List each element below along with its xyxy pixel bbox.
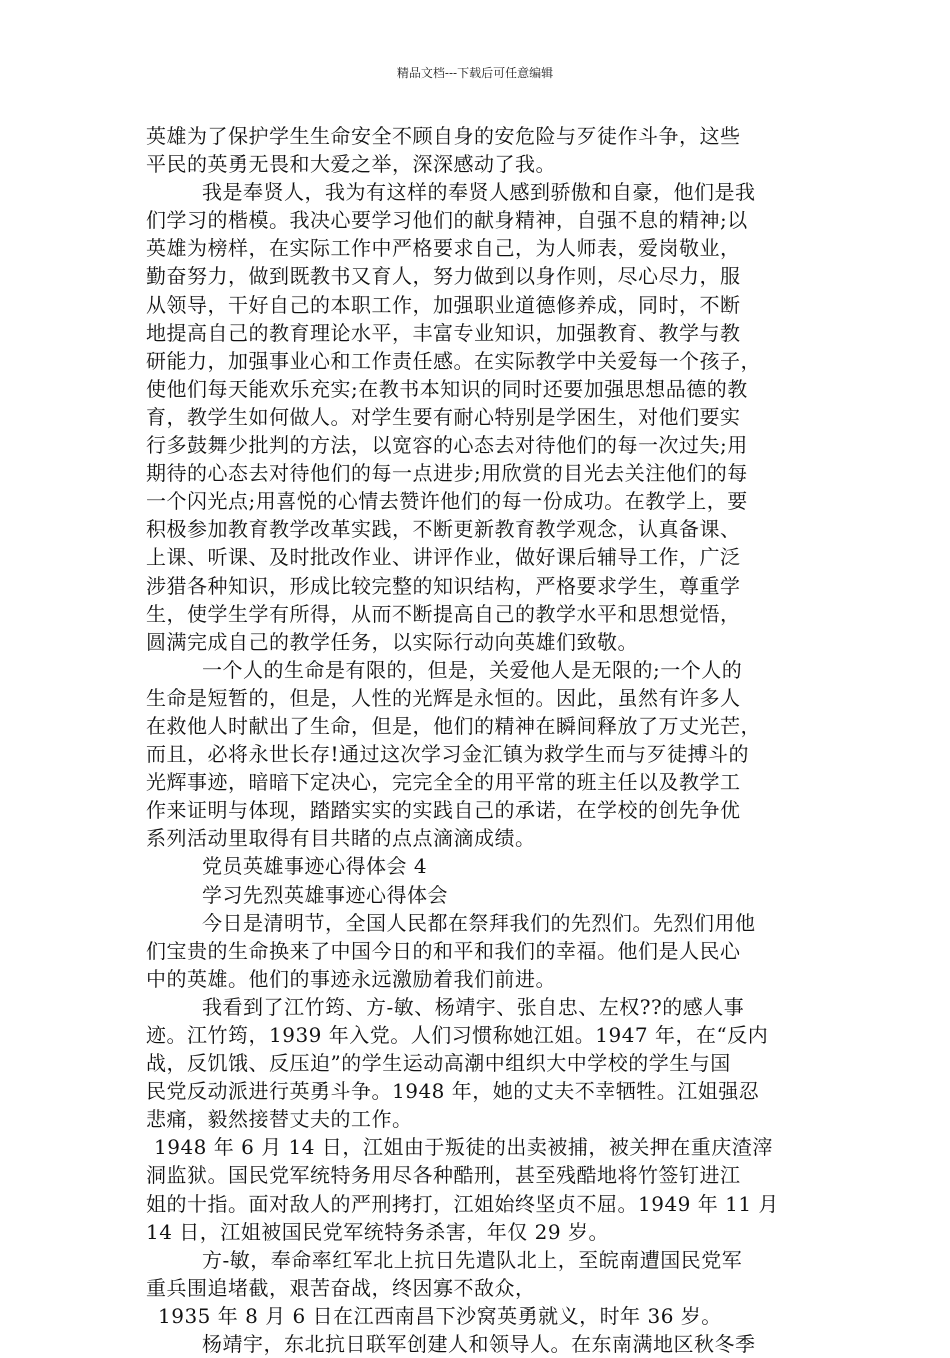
text-line: 勤奋努力，做到既教书又育人，努力做到以身作则，尽心尽力，服 bbox=[146, 264, 741, 289]
text-line: 平民的英勇无畏和大爱之举，深深感动了我。 bbox=[146, 152, 556, 177]
text-line: 上课、听课、及时批改作业、讲评作业，做好课后辅导工作，广泛 bbox=[146, 545, 741, 570]
text-line: 研能力，加强事业心和工作责任感。在实际教学中关爱每一个孩子， bbox=[146, 348, 761, 373]
text-line: 姐的十指。面对敌人的严刑拷打，江姐始终坚贞不屈。1949 年 11 月 bbox=[146, 1191, 779, 1216]
text-line: 英雄为了保护学生生命安全不顾自身的安危险与歹徒作斗争，这些 bbox=[146, 124, 741, 148]
text-line: 迹。江竹筠，1939 年入党。人们习惯称她江姐。1947 年，在“反内 bbox=[146, 1023, 769, 1047]
text-line: 重兵围追堵截，艰苦奋战，终因寡不敌众， bbox=[146, 1275, 536, 1300]
text-line: 党员英雄事迹心得体会 4 bbox=[202, 854, 428, 879]
text-line: 而且，必将永世长存!通过这次学习金汇镇为救学生而与歹徒搏斗的 bbox=[146, 742, 750, 767]
text-line: 学习先烈英雄事迹心得体会 bbox=[202, 882, 448, 907]
text-line: 洞监狱。国民党军统特务用尽各种酷刑，甚至残酷地将竹签钉进江 bbox=[146, 1163, 741, 1188]
text-line: 中的英雄。他们的事迹永远激励着我们前进。 bbox=[146, 966, 556, 991]
text-line: 我是奉贤人，我为有这样的奉贤人感到骄傲和自豪，他们是我 bbox=[202, 180, 756, 205]
text-line: 杨靖宇，东北抗日联军创建人和领导人。在东南满地区秋冬季 bbox=[202, 1332, 756, 1357]
text-line: 积极参加教育教学改革实践，不断更新教育教学观念，认真备课、 bbox=[146, 517, 741, 542]
text-line: 圆满完成自己的教学任务，以实际行动向英雄们致敬。 bbox=[146, 629, 638, 654]
text-line: 地提高自己的教育理论水平，丰富专业知识，加强教育、教学与教 bbox=[146, 320, 741, 345]
text-line: 系列活动里取得有目共睹的点点滴滴成绩。 bbox=[146, 826, 536, 851]
text-line: 1948 年 6 月 14 日，江姐由于叛徒的出卖被捕，被关押在重庆渣滓 bbox=[154, 1135, 773, 1160]
text-line: 行多鼓舞少批判的方法，以宽容的心态去对待他们的每一次过失;用 bbox=[146, 433, 748, 458]
text-line: 民党反动派进行英勇斗争。1948 年，她的丈夫不幸牺牲。江姐强忍 bbox=[146, 1079, 760, 1104]
text-line: 作来证明与体现，踏踏实实的实践自己的承诺，在学校的创先争优 bbox=[146, 798, 741, 823]
text-line: 一个人的生命是有限的，但是，关爱他人是无限的;一个人的 bbox=[202, 657, 743, 682]
text-line: 今日是清明节，全国人民都在祭拜我们的先烈们。先烈们用他 bbox=[202, 910, 756, 935]
text-line: 育，教学生如何做人。对学生要有耐心特别是学困生，对他们要实 bbox=[146, 404, 741, 429]
document-body bbox=[146, 122, 818, 1358]
text-line: 生命是短暂的，但是，人性的光辉是永恒的。因此，虽然有许多人 bbox=[146, 685, 741, 710]
text-line: 期待的心态去对待他们的每一点进步;用欣赏的目光去关注他们的每 bbox=[146, 461, 748, 486]
text-line: 悲痛，毅然接替丈夫的工作。 bbox=[146, 1107, 413, 1132]
text-line: 们宝贵的生命换来了中国今日的和平和我们的幸福。他们是人民心 bbox=[146, 938, 741, 963]
text-line: 从领导，干好自己的本职工作，加强职业道德修养成，同时，不断 bbox=[146, 292, 741, 317]
text-line: 生，使学生学有所得，从而不断提高自己的教学水平和思想觉悟， bbox=[146, 601, 741, 626]
text-line: 我看到了江竹筠、方-敏、杨靖宇、张自忠、左权??的感人事 bbox=[202, 994, 745, 1019]
text-line: 1935 年 8 月 6 日在江西南昌下沙窝英勇就义，时年 36 岁。 bbox=[158, 1303, 722, 1328]
text-line: 涉猎各种知识，形成比较完整的知识结构，严格要求学生，尊重学 bbox=[146, 573, 741, 598]
page-header: 精品文档---下载后可任意编辑 bbox=[396, 66, 554, 80]
text-line: 一个闪光点;用喜悦的心情去赞许他们的每一份成功。在教学上，要 bbox=[146, 489, 748, 514]
text-line: 们学习的楷模。我决心要学习他们的献身精神，自强不息的精神;以 bbox=[146, 208, 748, 233]
text-line: 使他们每天能欢乐充实;在教书本知识的同时还要加强思想品德的教 bbox=[146, 376, 748, 401]
text-line: 14 日，江姐被国民党军统特务杀害，年仅 29 岁。 bbox=[146, 1219, 609, 1244]
text-line: 英雄为榜样，在实际工作中严格要求自己，为人师表，爱岗敬业， bbox=[146, 236, 741, 261]
text-line: 战，反饥饿、反压迫”的学生运动高潮中组织大中学校的学生与国 bbox=[146, 1051, 731, 1076]
text-line: 光辉事迹，暗暗下定决心，完完全全的用平常的班主任以及教学工 bbox=[146, 770, 741, 795]
text-line: 方-敏，奉命率红军北上抗日先遣队北上，至皖南遭国民党军 bbox=[202, 1247, 743, 1272]
text-line: 在救他人时献出了生命，但是，他们的精神在瞬间释放了万丈光芒， bbox=[146, 713, 761, 738]
